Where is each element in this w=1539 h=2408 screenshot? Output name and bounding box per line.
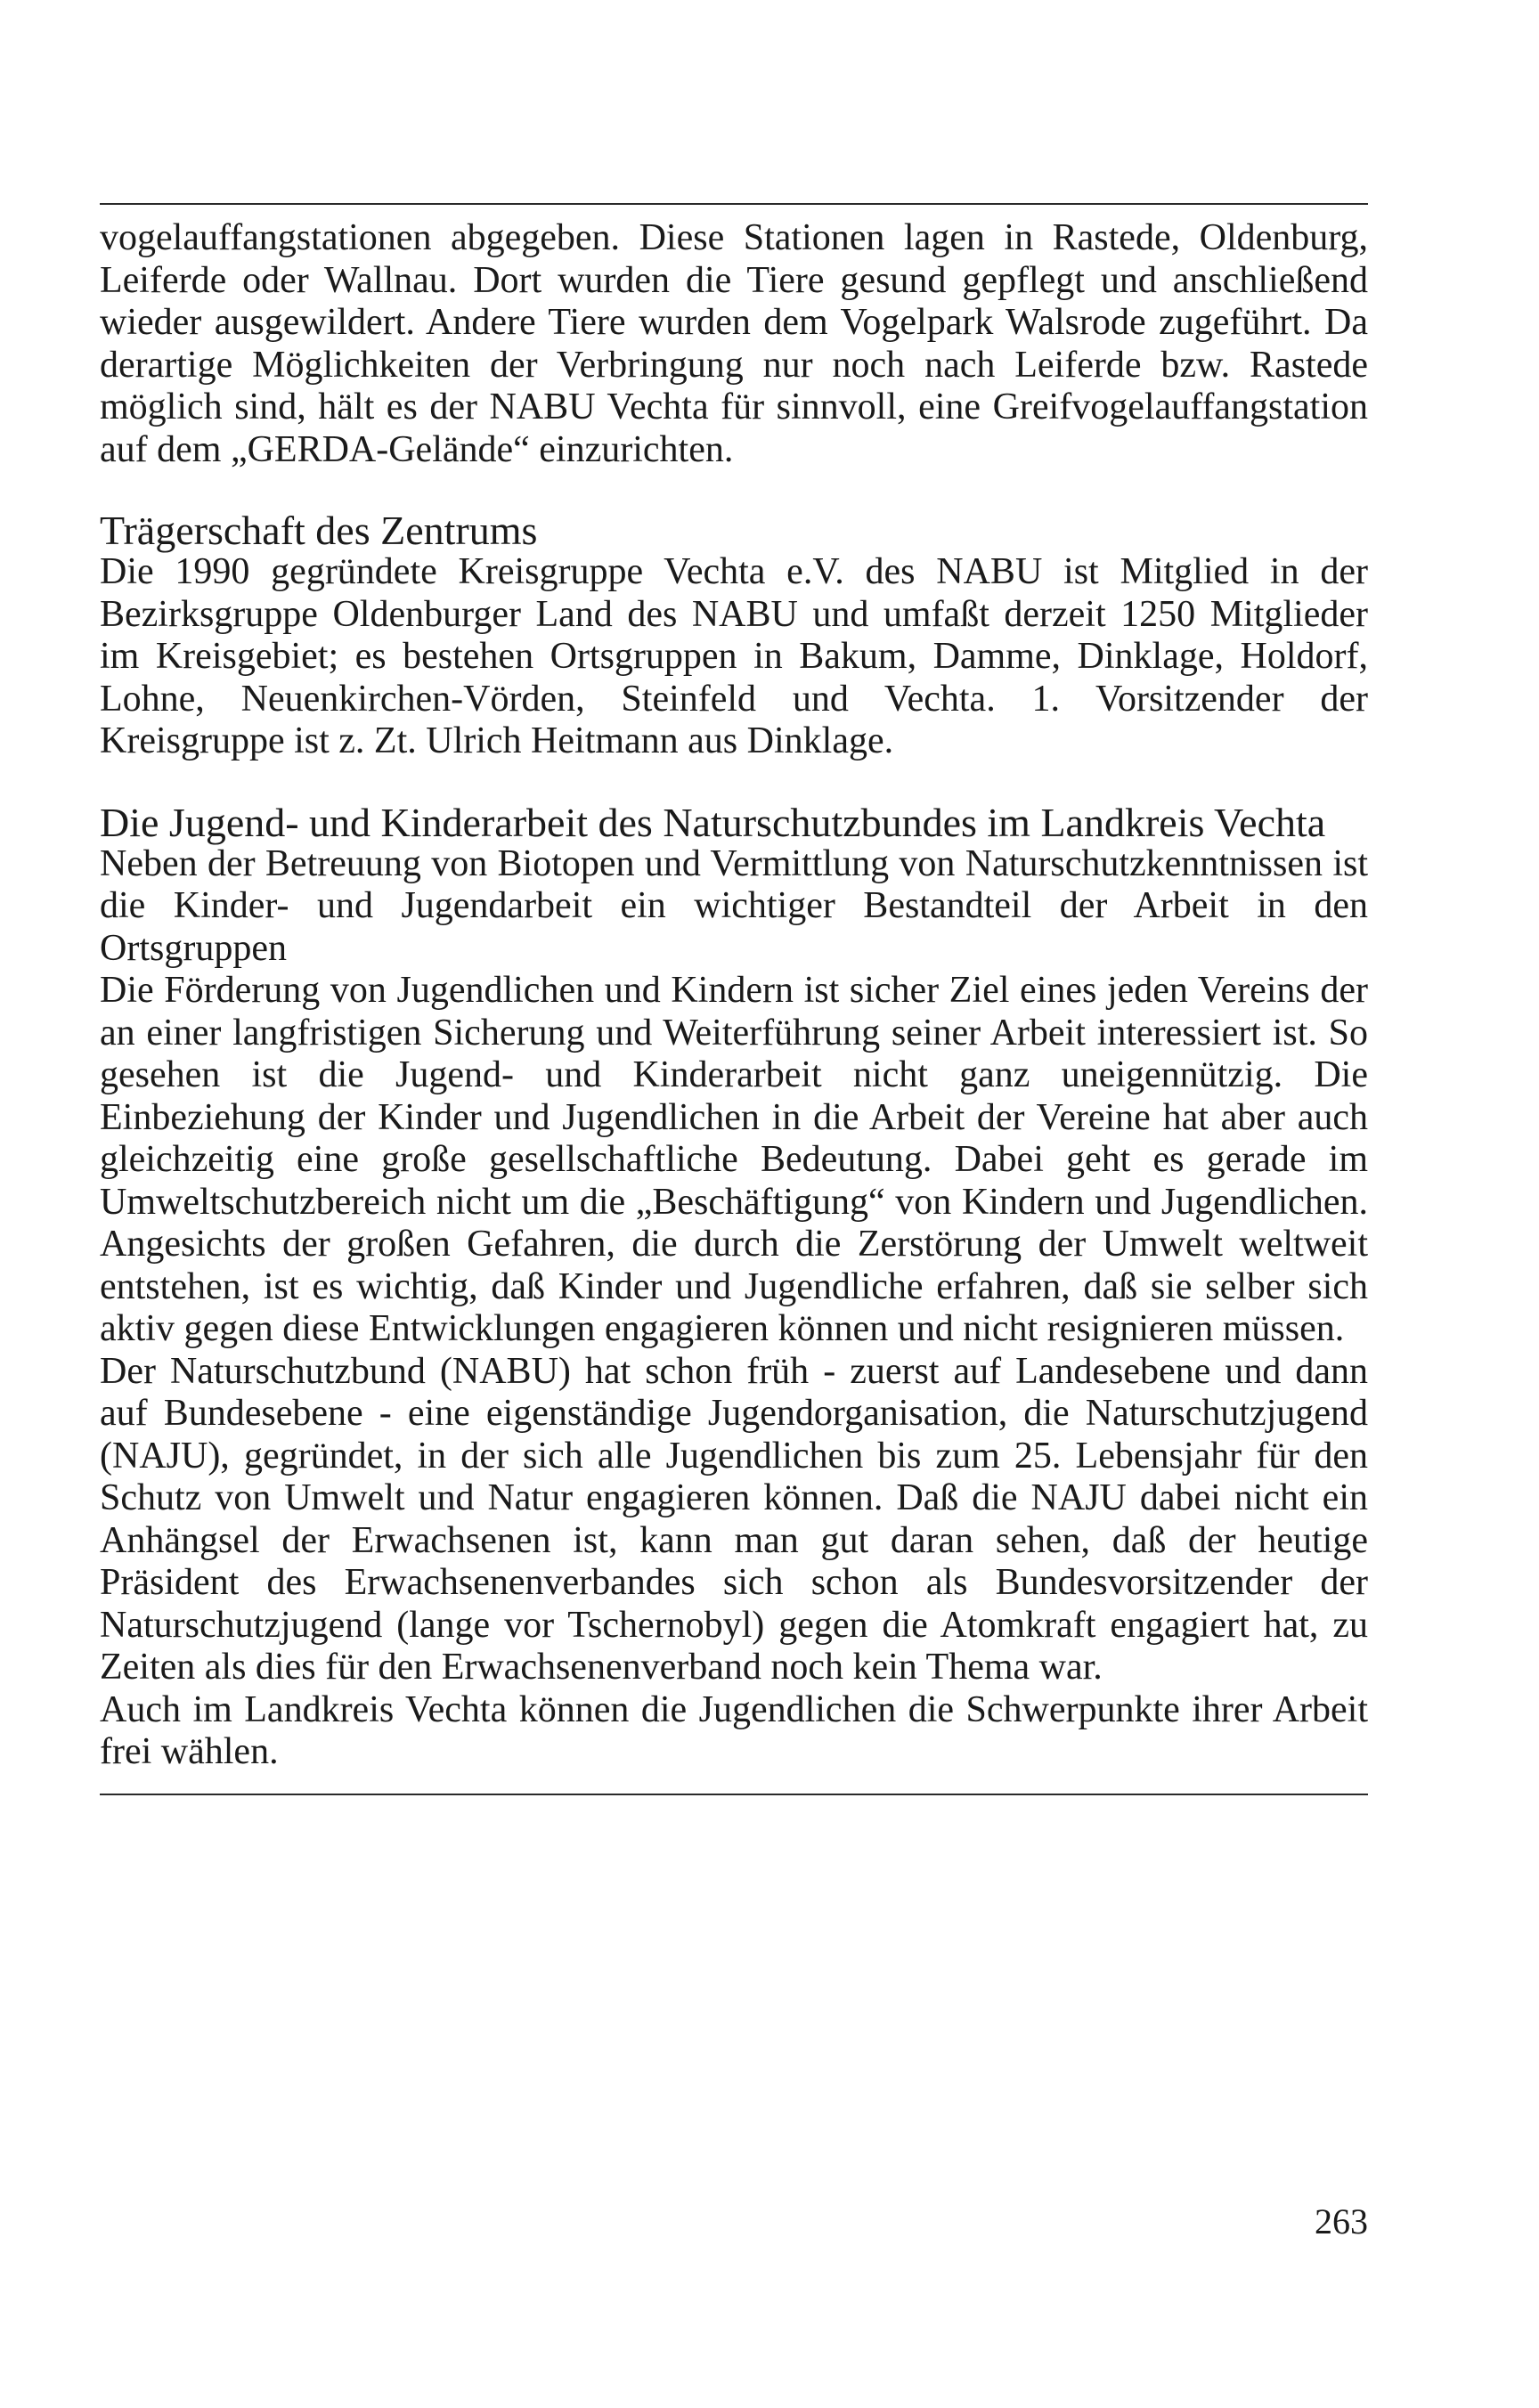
heading-jugendarbeit: Die Jugend- und Kinderarbeit des Naturschutzbundes im Landkreis Vechta xyxy=(100,799,1326,845)
bottom-divider xyxy=(100,1794,1368,1795)
intro-paragraph: vogelauffangstationen abgegeben. Diese Stationen lagen in Rastede, Oldenburg, Leiferde oder Wallnau. Dort wurden die Tiere gesund gepflegt und anschließend wieder ausgewildert. Andere Tiere wurden dem Vogelpark Walsrode zugeführt. Da derartige Möglichkeiten der Verbringung nur noch nach Leiferde bzw. Rastede möglich sind, hält es der NABU Vechta für sinnvoll, eine Greifvogelauffangstation auf dem „GERDA-Gelände“ einzurichten. xyxy=(100,217,1368,470)
jugend-paragraph-4: Auch im Landkreis Vechta können die Jugendlichen die Schwerpunkte ihrer Arbeit frei wählen. xyxy=(100,1688,1368,1772)
jugend-paragraph-3: Der Naturschutzbund (NABU) hat schon früh - zuerst auf Landesebene und dann auf Bundesebene - eine eigenständige Jugendorganisation, die Naturschutzjugend (NAJU), gegründet, in der sich alle Jugendlichen bis zum 25. Lebensjahr für den Schutz von Umwelt und Natur engagieren können. Daß die NAJU dabei nicht ein Anhängsel der Erwachsenen ist, kann man gut daran sehen, daß der heutige Präsident des Erwachsenenverbandes sich schon als Bundesvorsitzender der Naturschutzjugend (lange vor Tschernobyl) gegen die Atomkraft engagiert hat, zu Zeiten als dies für den Erwachsenenverband noch kein Thema war. xyxy=(100,1350,1368,1688)
jugend-paragraph-2: Die Förderung von Jugendlichen und Kindern ist sicher Ziel eines jeden Vereins der an einer langfristigen Sicherung und Weiterführung seiner Arbeit interessiert ist. So gesehen ist die Jugend- und Kinderarbeit nicht ganz uneigennützig. Die Einbeziehung der Kinder und Jugendlichen in die Arbeit der Vereine hat aber auch gleichzeitig eine große gesellschaftliche Bedeutung. Dabei geht es gerade im Umweltschutzbereich nicht um die „Beschäftigung“ von Kindern und Jugendlichen. Angesichts der großen Gefahren, die durch die Zerstörung der Umwelt weltweit entstehen, ist es wichtig, daß Kinder und Jugendliche erfahren, daß sie selber sich aktiv gegen diese Entwicklungen engagieren können und nicht resignieren müssen. xyxy=(100,970,1368,1349)
page-content xyxy=(100,203,1368,1795)
page-number: 263 xyxy=(1315,2201,1368,2241)
jugend-paragraph-1: Neben der Betreuung von Biotopen und Vermittlung von Naturschutzkenntnissen ist die Kinder- und Jugendarbeit ein wichtiger Bestandteil der Arbeit in den Ortsgruppen xyxy=(100,842,1368,969)
heading-traegerschaft: Trägerschaft des Zentrums xyxy=(100,508,538,553)
top-divider xyxy=(100,203,1368,205)
traegerschaft-paragraph: Die 1990 gegründete Kreisgruppe Vechta e.V. des NABU ist Mitglied in der Bezirksgruppe Oldenburger Land des NABU und umfaßt derzeit 1250 Mitglieder im Kreisgebiet; es bestehen Ortsgruppen in Bakum, Damme, Dinklage, Holdorf, Lohne, Neuenkirchen-Vörden, Steinfeld und Vechta. 1. Vorsitzender der Kreisgruppe ist z. Zt. Ulrich Heitmann aus Dinklage. xyxy=(100,551,1368,761)
